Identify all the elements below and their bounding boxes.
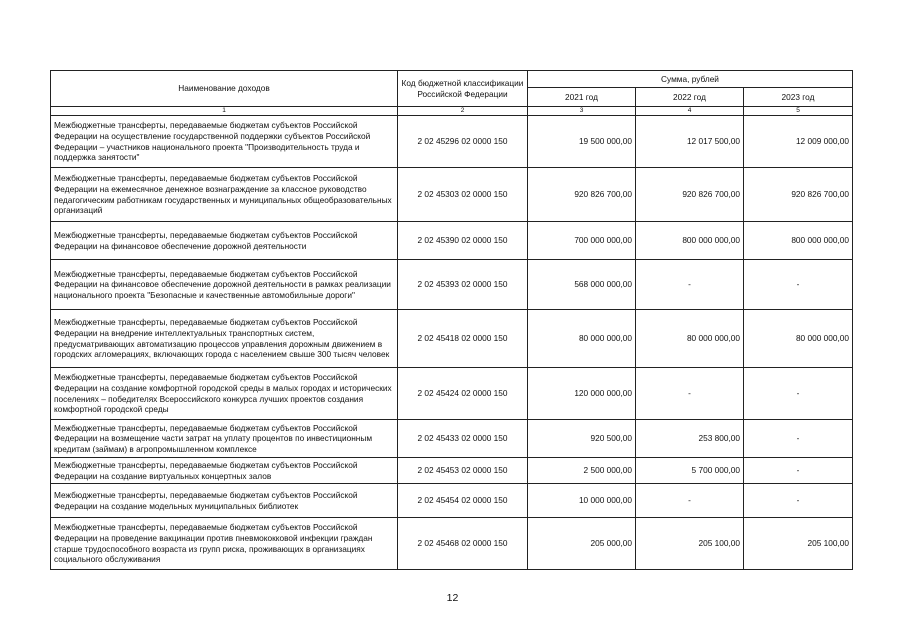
- row-name: Межбюджетные трансферты, передаваемые бюджетам субъектов Российской Федерации на проведение вакцинации против пневмококковой инфекции граждан старше трудоспособного возраста из групп риска, проживающих в организациях социального обслуживания: [51, 518, 398, 570]
- header-code: Код бюджетной классификации Российской Федерации: [398, 71, 528, 107]
- row-name: Межбюджетные трансферты, передаваемые бюджетам субъектов Российской Федерации на финансовое обеспечение дорожной деятельности в рамках реализации национального проекта "Безопасные и качественные автомобильные дороги": [51, 260, 398, 310]
- row-name: Межбюджетные трансферты, передаваемые бюджетам субъектов Российской Федерации на ежемесячное денежное вознаграждение за классное руководство педагогическим работникам государственных и муниципальных общеобразовательных организаций: [51, 168, 398, 222]
- col-number-4: 4: [636, 107, 744, 116]
- row-value-2021: 568 000 000,00: [528, 260, 636, 310]
- row-name: Межбюджетные трансферты, передаваемые бюджетам субъектов Российской Федерации на финансовое обеспечение дорожной деятельности: [51, 222, 398, 260]
- row-code: 2 02 45393 02 0000 150: [398, 260, 528, 310]
- row-value-2021: 80 000 000,00: [528, 310, 636, 368]
- row-code: 2 02 45468 02 0000 150: [398, 518, 528, 570]
- row-name: Межбюджетные трансферты, передаваемые бюджетам субъектов Российской Федерации на возмещение части затрат на уплату процентов по инвестиционным кредитам (займам) в агропромышленном комплексе: [51, 420, 398, 458]
- row-value-2021: 19 500 000,00: [528, 116, 636, 168]
- row-code: 2 02 45424 02 0000 150: [398, 368, 528, 420]
- header-year-2023: 2023 год: [744, 88, 853, 107]
- header-amount: Сумма, рублей: [528, 71, 853, 88]
- table-row: [51, 420, 853, 458]
- col-number-2: 2: [398, 107, 528, 116]
- row-value-2022: 920 826 700,00: [636, 168, 744, 222]
- col-number-1: 1: [51, 107, 398, 116]
- header-year-2022: 2022 год: [636, 88, 744, 107]
- header-row-numbers: [51, 107, 853, 116]
- row-name: Межбюджетные трансферты, передаваемые бюджетам субъектов Российской Федерации на осуществление государственной поддержки субъектов Российской Федерации – участников национального проекта "Производительность труда и поддержка занятости": [51, 116, 398, 168]
- row-value-2021: 2 500 000,00: [528, 458, 636, 484]
- table-row: [51, 222, 853, 260]
- row-name: Межбюджетные трансферты, передаваемые бюджетам субъектов Российской Федерации на создание комфортной городской среды в малых городах и исторических поселениях – победителях Всероссийского конкурса лучших проектов создания комфортной городской среды: [51, 368, 398, 420]
- row-code: 2 02 45454 02 0000 150: [398, 484, 528, 518]
- row-value-2023: 920 826 700,00: [744, 168, 853, 222]
- row-name: Межбюджетные трансферты, передаваемые бюджетам субъектов Российской Федерации на внедрение интеллектуальных транспортных систем, предусматривающих автоматизацию процессов управления дорожным движением в городских агломерациях, включающих города с населением свыше 300 тысяч человек: [51, 310, 398, 368]
- budget-table: [50, 70, 853, 570]
- table-row: [51, 458, 853, 484]
- table-row: [51, 484, 853, 518]
- row-value-2021: 120 000 000,00: [528, 368, 636, 420]
- col-number-5: 5: [744, 107, 853, 116]
- header-name: Наименование доходов: [51, 71, 398, 107]
- row-value-2022: 253 800,00: [636, 420, 744, 458]
- row-value-2022: -: [636, 368, 744, 420]
- row-value-2023: -: [744, 420, 853, 458]
- row-value-2022: -: [636, 484, 744, 518]
- row-name: Межбюджетные трансферты, передаваемые бюджетам субъектов Российской Федерации на создание модельных муниципальных библиотек: [51, 484, 398, 518]
- page-number: 12: [446, 592, 459, 604]
- row-value-2023: 80 000 000,00: [744, 310, 853, 368]
- table-row: [51, 260, 853, 310]
- row-value-2023: 12 009 000,00: [744, 116, 853, 168]
- row-code: 2 02 45390 02 0000 150: [398, 222, 528, 260]
- row-value-2021: 700 000 000,00: [528, 222, 636, 260]
- table-row: [51, 518, 853, 570]
- row-value-2023: -: [744, 484, 853, 518]
- header-year-2021: 2021 год: [528, 88, 636, 107]
- row-value-2021: 920 500,00: [528, 420, 636, 458]
- table-row: [51, 168, 853, 222]
- row-value-2023: -: [744, 260, 853, 310]
- table-row: [51, 116, 853, 168]
- row-value-2023: -: [744, 458, 853, 484]
- row-code: 2 02 45453 02 0000 150: [398, 458, 528, 484]
- row-value-2021: 920 826 700,00: [528, 168, 636, 222]
- row-value-2021: 205 000,00: [528, 518, 636, 570]
- row-value-2021: 10 000 000,00: [528, 484, 636, 518]
- table-row: [51, 310, 853, 368]
- row-value-2023: -: [744, 368, 853, 420]
- row-value-2022: 12 017 500,00: [636, 116, 744, 168]
- row-value-2022: -: [636, 260, 744, 310]
- col-number-3: 3: [528, 107, 636, 116]
- row-value-2022: 800 000 000,00: [636, 222, 744, 260]
- row-value-2022: 5 700 000,00: [636, 458, 744, 484]
- row-name: Межбюджетные трансферты, передаваемые бюджетам субъектов Российской Федерации на создание виртуальных концертных залов: [51, 458, 398, 484]
- row-code: 2 02 45303 02 0000 150: [398, 168, 528, 222]
- header-row-main: [51, 71, 853, 88]
- row-value-2023: 205 100,00: [744, 518, 853, 570]
- row-code: 2 02 45418 02 0000 150: [398, 310, 528, 368]
- table-row: [51, 368, 853, 420]
- row-code: 2 02 45296 02 0000 150: [398, 116, 528, 168]
- row-code: 2 02 45433 02 0000 150: [398, 420, 528, 458]
- row-value-2022: 80 000 000,00: [636, 310, 744, 368]
- row-value-2023: 800 000 000,00: [744, 222, 853, 260]
- row-value-2022: 205 100,00: [636, 518, 744, 570]
